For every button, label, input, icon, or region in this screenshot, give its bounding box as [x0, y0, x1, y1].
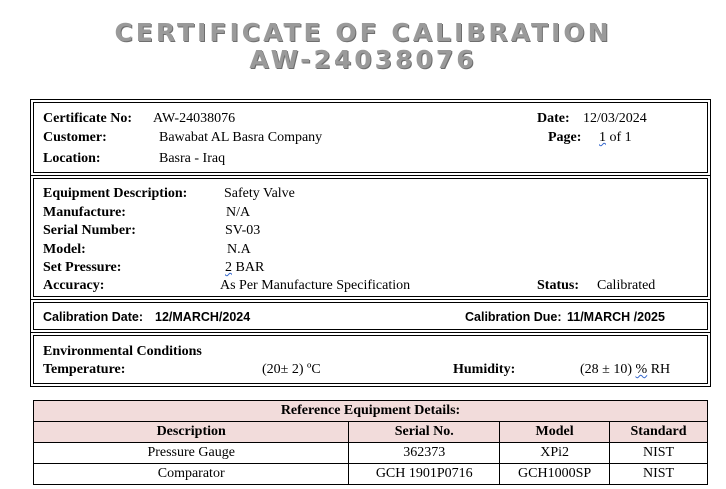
column-header-standard: Standard [610, 422, 708, 443]
manufacture-value: N/A [226, 205, 251, 220]
cell-model: XPi2 [500, 443, 610, 464]
serial-label: Serial Number: [43, 223, 136, 238]
cert-no-label: Certificate No: [43, 111, 133, 126]
column-header-description: Description [34, 422, 349, 443]
humidity-range: (28 ± 10) [580, 362, 636, 377]
calibration-date-value: 12/MARCH/2024 [155, 310, 251, 324]
column-header-serial: Serial No. [349, 422, 500, 443]
humidity-value [580, 361, 670, 378]
cell-standard: NIST [610, 443, 708, 464]
page-value [599, 129, 632, 146]
accuracy-label: Accuracy: [43, 278, 105, 293]
customer-label: Customer: [43, 130, 107, 145]
page-number: 1 [599, 130, 606, 145]
calibration-due-label: Calibration Due: [465, 310, 562, 324]
set-pressure-number: 2 [225, 260, 232, 275]
cell-description: Comparator [34, 464, 349, 485]
serial-value: SV-03 [225, 223, 261, 238]
temperature-value: (20± 2) ºC [262, 362, 321, 377]
cell-serial: GCH 1901P0716 [349, 464, 500, 485]
status-value: Calibrated [597, 278, 656, 293]
cell-serial: 362373 [349, 443, 500, 464]
reference-equipment-table [33, 400, 708, 485]
humidity-unit: RH [647, 362, 671, 377]
set-pressure-label: Set Pressure: [43, 260, 122, 275]
date-value: 12/03/2024 [583, 111, 647, 126]
temperature-label: Temperature: [43, 362, 126, 377]
certificate-number-title: AW-24038076 [249, 45, 477, 74]
calibration-due-value: 11/MARCH /2025 [567, 310, 665, 324]
set-pressure-unit: BAR [232, 260, 265, 275]
set-pressure-value [225, 259, 264, 276]
cert-no-value: AW-24038076 [153, 111, 236, 126]
humidity-percent: % [635, 362, 648, 377]
table-row [34, 464, 708, 485]
model-label: Model: [43, 242, 86, 257]
equipment-desc-label: Equipment Description: [43, 186, 188, 201]
customer-value: Bawabat AL Basra Company [159, 130, 323, 145]
location-label: Location: [43, 151, 101, 166]
certificate-title: CERTIFICATE OF CALIBRATION [114, 18, 612, 47]
page-label: Page: [548, 130, 582, 145]
accuracy-value: As Per Manufacture Specification [220, 278, 411, 293]
status-label: Status: [537, 278, 580, 293]
humidity-label: Humidity: [453, 362, 516, 377]
reference-table-caption: Reference Equipment Details: [34, 401, 708, 422]
page-total: of 1 [606, 130, 632, 145]
equipment-desc-value: Safety Valve [224, 186, 295, 201]
column-header-model: Model [500, 422, 610, 443]
cell-description: Pressure Gauge [34, 443, 349, 464]
location-value: Basra - Iraq [159, 151, 226, 166]
model-value: N.A [227, 242, 251, 257]
cell-model: GCH1000SP [500, 464, 610, 485]
manufacture-label: Manufacture: [43, 205, 126, 220]
calibration-date-label: Calibration Date: [43, 310, 144, 324]
cell-standard: NIST [610, 464, 708, 485]
date-label: Date: [537, 111, 570, 126]
environment-heading: Environmental Conditions [43, 344, 202, 359]
table-row [34, 443, 708, 464]
